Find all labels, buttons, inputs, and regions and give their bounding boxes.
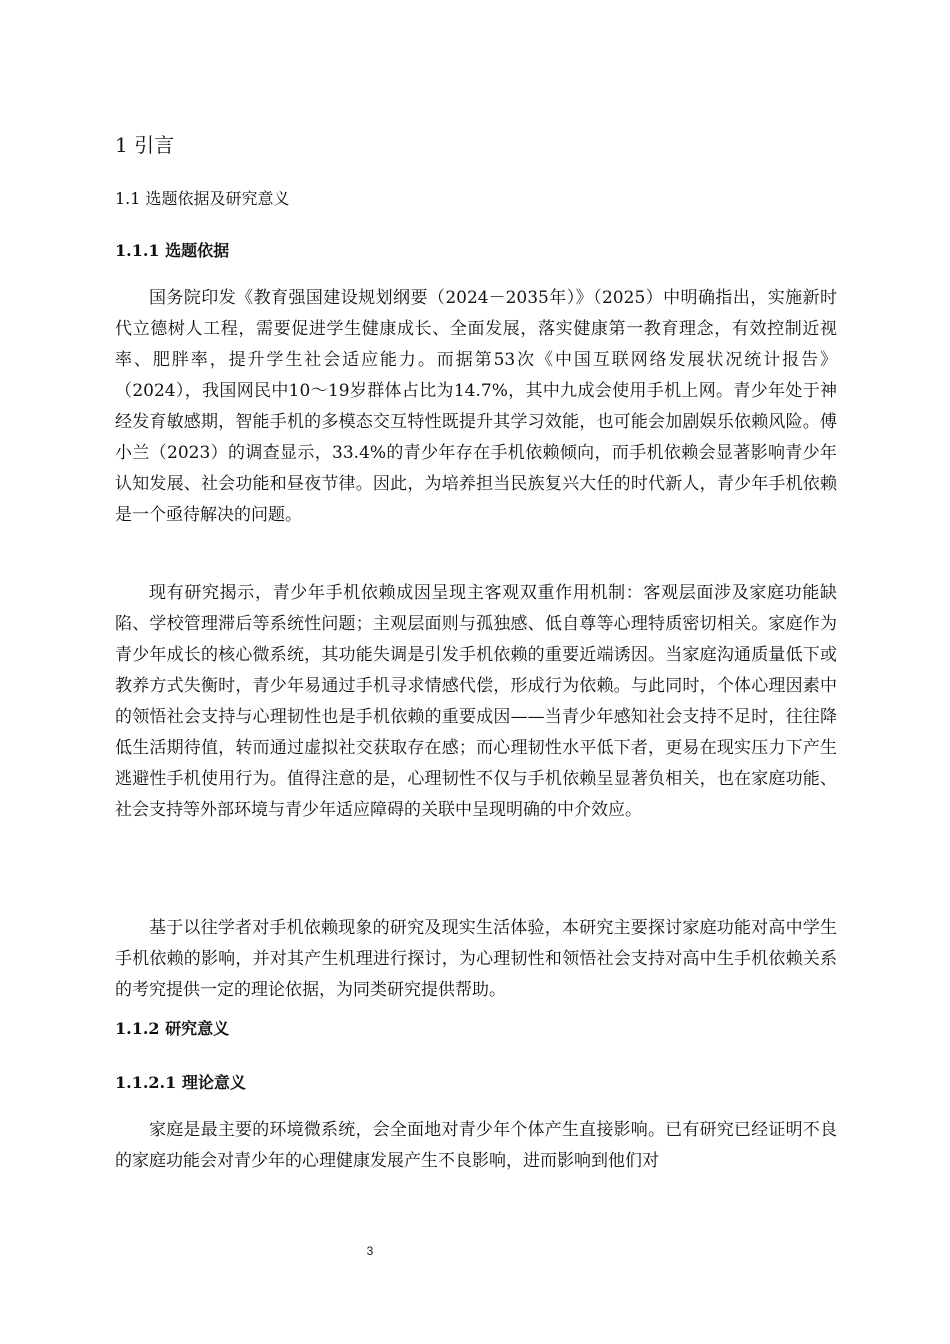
section-heading-1-1-1: 1.1.1 选题依据 <box>115 241 230 260</box>
section-heading-1: 1 引言 <box>115 133 175 157</box>
section-heading-1-1-2: 1.1.2 研究意义 <box>115 1019 230 1038</box>
paragraph-basis-1: 国务院印发《教育强国建设规划纲要（2024－2035年）》（2025）中明确指出，实施新时代立德树人工程，需要促进学生健康成长、全面发展，落实健康第一教育理念，有效控制近视率、肥胖率，提升学生社会适应能力。而据第53次《中国互联网络发展状况统计报告》（2024），我国网民中10～19岁群体占比为14.7%，其中九成会使用手机上网。青少年处于神经发育敏感期，智能手机的多模态交互特性既提升其学习效能，也可能会加剧娱乐依赖风险。傅小兰（2023）的调查显示，33.4%的青少年存在手机依赖倾向，而手机依赖会显著影响青少年认知发展、社会功能和昼夜节律。因此，为培养担当民族复兴大任的时代新人，青少年手机依赖是一个亟待解决的问题。 <box>115 288 837 525</box>
page-number: 3 <box>366 1244 374 1258</box>
paragraph-theory-1: 家庭是最主要的环境微系统，会全面地对青少年个体产生直接影响。已有研究已经证明不良的家庭功能会对青少年的心理健康发展产生不良影响，进而影响到他们对 <box>115 1120 837 1171</box>
section-heading-1-1: 1.1 选题依据及研究意义 <box>115 189 290 208</box>
paragraph-basis-3: 基于以往学者对手机依赖现象的研究及现实生活体验，本研究主要探讨家庭功能对高中学生手机依赖的影响，并对其产生机理进行探讨，为心理韧性和领悟社会支持对高中生手机依赖关系的考究提供一定的理论依据，为同类研究提供帮助。 <box>115 918 837 1000</box>
section-heading-1-1-2-1: 1.1.2.1 理论意义 <box>115 1073 246 1092</box>
paragraph-basis-2: 现有研究揭示，青少年手机依赖成因呈现主客观双重作用机制：客观层面涉及家庭功能缺陷、学校管理滞后等系统性问题；主观层面则与孤独感、低自尊等心理特质密切相关。家庭作为青少年成长的核心微系统，其功能失调是引发手机依赖的重要近端诱因。当家庭沟通质量低下或教养方式失衡时，青少年易通过手机寻求情感代偿，形成行为依赖。与此同时，个体心理因素中的领悟社会支持与心理韧性也是手机依赖的重要成因——当青少年感知社会支持不足时，往往降低生活期待值，转而通过虚拟社交获取存在感；而心理韧性水平低下者，更易在现实压力下产生逃避性手机使用行为。值得注意的是，心理韧性不仅与手机依赖呈显著负相关，也在家庭功能、社会支持等外部环境与青少年适应障碍的关联中呈现明确的中介效应。 <box>115 583 837 820</box>
